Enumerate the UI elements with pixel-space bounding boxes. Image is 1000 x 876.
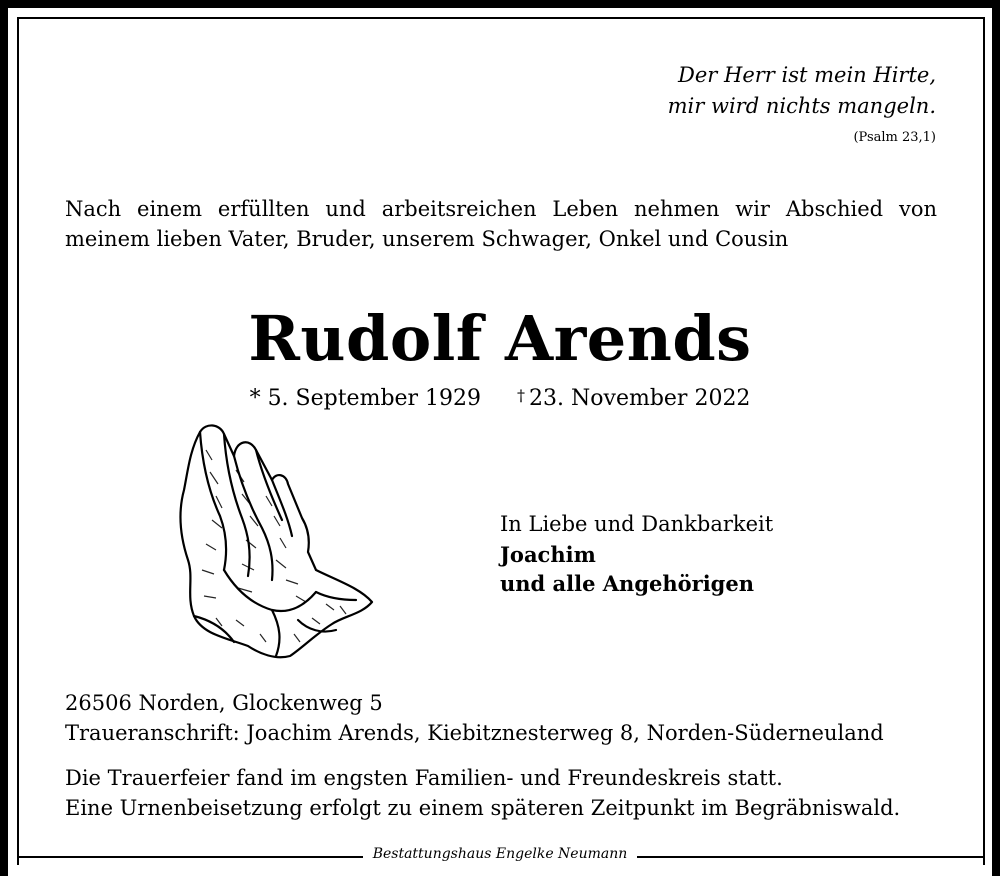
mourner-relatives: und alle Angehörigen <box>500 571 754 596</box>
ceremony-line-2: Eine Urnenbeisetzung erfolgt zu einem späteren Zeitpunkt im Begräbniswald. <box>65 796 901 820</box>
birth-symbol: * <box>249 386 261 411</box>
intro-text: Nach einem erfüllten und arbeitsreichen Leben nehmen wir Abschied von meinem lieben Vater, Bruder, unserem Schwager, Onkel und Cousin <box>65 197 937 251</box>
psalm-quote <box>668 60 936 122</box>
obituary-notice <box>8 8 992 876</box>
address-block <box>65 688 884 748</box>
praying-hands-icon <box>176 420 376 665</box>
footer-funeral-home <box>8 846 992 862</box>
mourner-name: Joachim <box>500 542 596 567</box>
mourning-address: Traueranschrift: Joachim Arends, Kiebitznesterweg 8, Norden-Süderneuland <box>65 721 884 745</box>
life-dates <box>8 386 992 411</box>
mourners <box>500 540 754 598</box>
deceased-name: Rudolf Arends <box>248 302 752 375</box>
birth-date: 5. September 1929 <box>267 386 482 411</box>
psalm-reference: (Psalm 23,1) <box>853 130 936 145</box>
ceremony-info <box>65 763 900 823</box>
death-symbol: † <box>517 386 526 405</box>
psalm-line-1: Der Herr ist mein Hirte, <box>678 63 936 87</box>
ceremony-line-1: Die Trauerfeier fand im engsten Familien- und Freundeskreis statt. <box>65 766 783 790</box>
funeral-home-name: Bestattungshaus Engelke Neumann <box>363 846 638 862</box>
home-address: 26506 Norden, Glockenweg 5 <box>65 691 383 715</box>
dedication: In Liebe und Dankbarkeit <box>500 512 774 536</box>
psalm-line-2: mir wird nichts mangeln. <box>667 94 936 118</box>
death-date: 23. November 2022 <box>529 386 751 411</box>
